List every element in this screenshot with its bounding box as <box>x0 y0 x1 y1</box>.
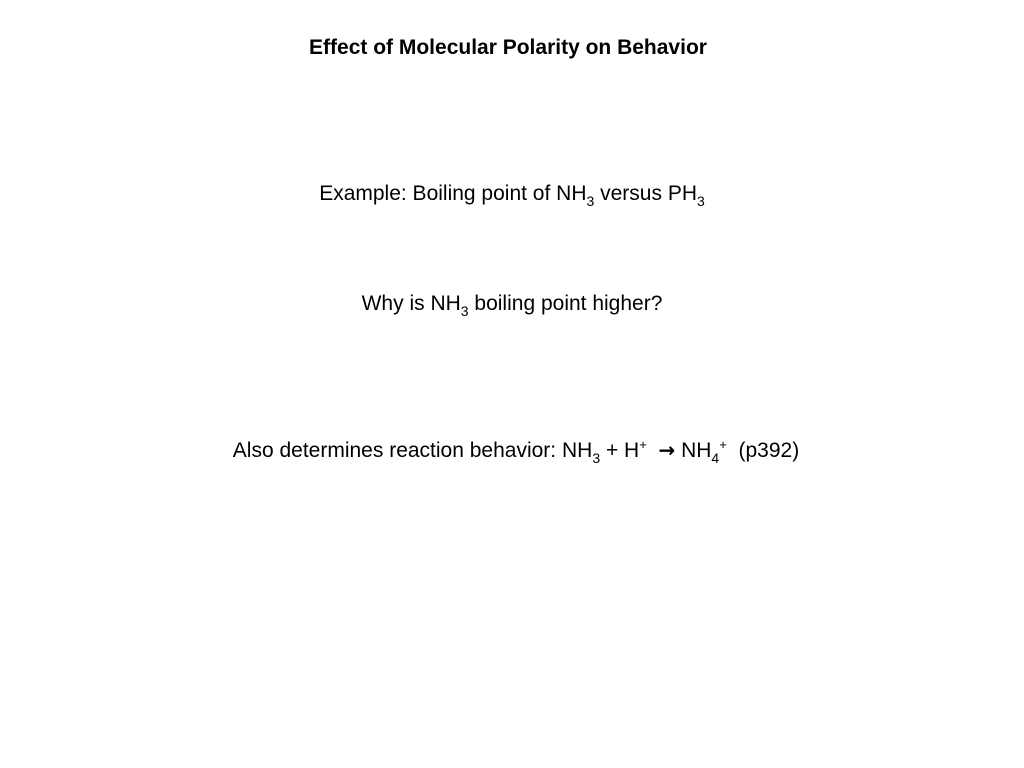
reaction-text: + H <box>600 439 640 462</box>
subscript: 3 <box>586 193 595 209</box>
example-line <box>0 180 1024 208</box>
example-text: Example: Boiling point of NH <box>319 182 587 205</box>
slide-title: Effect of Molecular Polarity on Behavior <box>309 36 707 59</box>
question-line <box>0 290 1024 318</box>
subscript: 4 <box>711 450 720 466</box>
subscript: 3 <box>592 450 601 466</box>
question-text: Why is NH <box>361 292 461 315</box>
subscript: 3 <box>697 193 705 209</box>
reaction-text: Also determines reaction behavior: NH <box>232 439 593 462</box>
subscript: 3 <box>460 303 469 319</box>
page-reference: (p392) <box>726 439 800 462</box>
reaction-text: NH <box>675 439 712 462</box>
example-text: versus PH <box>594 182 697 205</box>
arrow-right-icon: → <box>658 438 676 462</box>
question-text: boiling point higher? <box>468 292 663 315</box>
reaction-line <box>4 436 1024 465</box>
superscript: + <box>719 437 727 452</box>
superscript: + <box>639 437 647 452</box>
